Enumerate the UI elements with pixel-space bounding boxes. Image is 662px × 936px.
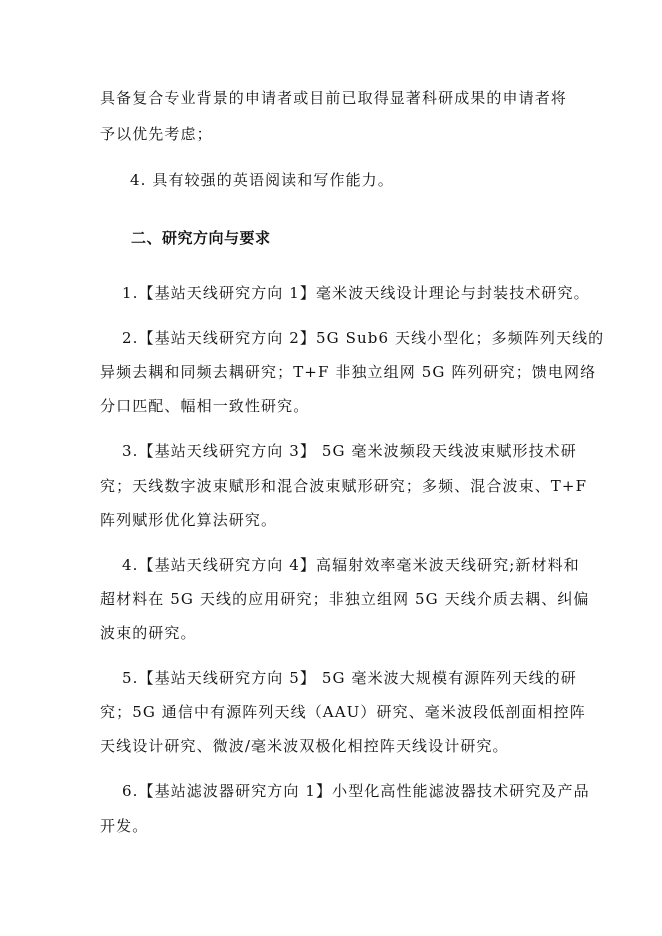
direction-3-line-2: 究；天线数字波束赋形和混合波束赋形研究；多频、混合波束、T+F bbox=[100, 477, 588, 495]
direction-6-line-2: 开发。 bbox=[100, 817, 149, 835]
direction-3-line-3: 阵列赋形优化算法研究。 bbox=[100, 511, 278, 529]
requirement-4: 4. 具有较强的英语阅读和写作能力。 bbox=[130, 171, 394, 189]
intro-line-1: 具备复合专业背景的申请者或目前已取得显著科研成果的申请者将 bbox=[100, 89, 567, 107]
direction-5-line-3: 天线设计研究、微波/毫米波双极化相控阵天线设计研究。 bbox=[100, 737, 509, 755]
direction-4-line-2: 超材料在 5G 天线的应用研究；非独立组网 5G 天线介质去耦、纠偏 bbox=[100, 590, 590, 608]
direction-2-line-1: 2.【基站天线研究方向 2】5G Sub6 天线小型化；多频阵列天线的 bbox=[122, 329, 605, 347]
direction-4-line-3: 波束的研究。 bbox=[100, 624, 197, 642]
section-heading: 二、研究方向与要求 bbox=[131, 229, 271, 247]
direction-2-line-2: 异频去耦和同频去耦研究；T+F 非独立组网 5G 阵列研究；馈电网络 bbox=[100, 363, 597, 381]
direction-2-line-3: 分口匹配、幅相一致性研究。 bbox=[100, 397, 310, 415]
direction-3-line-1: 3.【基站天线研究方向 3】 5G 毫米波频段天线波束赋形技术研 bbox=[122, 442, 577, 460]
direction-6-line-1: 6.【基站滤波器研究方向 1】小型化高性能滤波器技术研究及产品 bbox=[122, 782, 590, 800]
direction-5-line-1: 5.【基站天线研究方向 5】 5G 毫米波大规模有源阵列天线的研 bbox=[122, 669, 577, 687]
direction-5-line-2: 究；5G 通信中有源阵列天线（AAU）研究、毫米波段低剖面相控阵 bbox=[100, 703, 586, 721]
direction-4-line-1: 4.【基站天线研究方向 4】高辐射效率毫米波天线研究;新材料和 bbox=[122, 556, 580, 574]
direction-1-line-1: 1.【基站天线研究方向 1】毫米波天线设计理论与封装技术研究。 bbox=[122, 284, 590, 302]
intro-line-2: 予以优先考虑； bbox=[100, 125, 213, 143]
